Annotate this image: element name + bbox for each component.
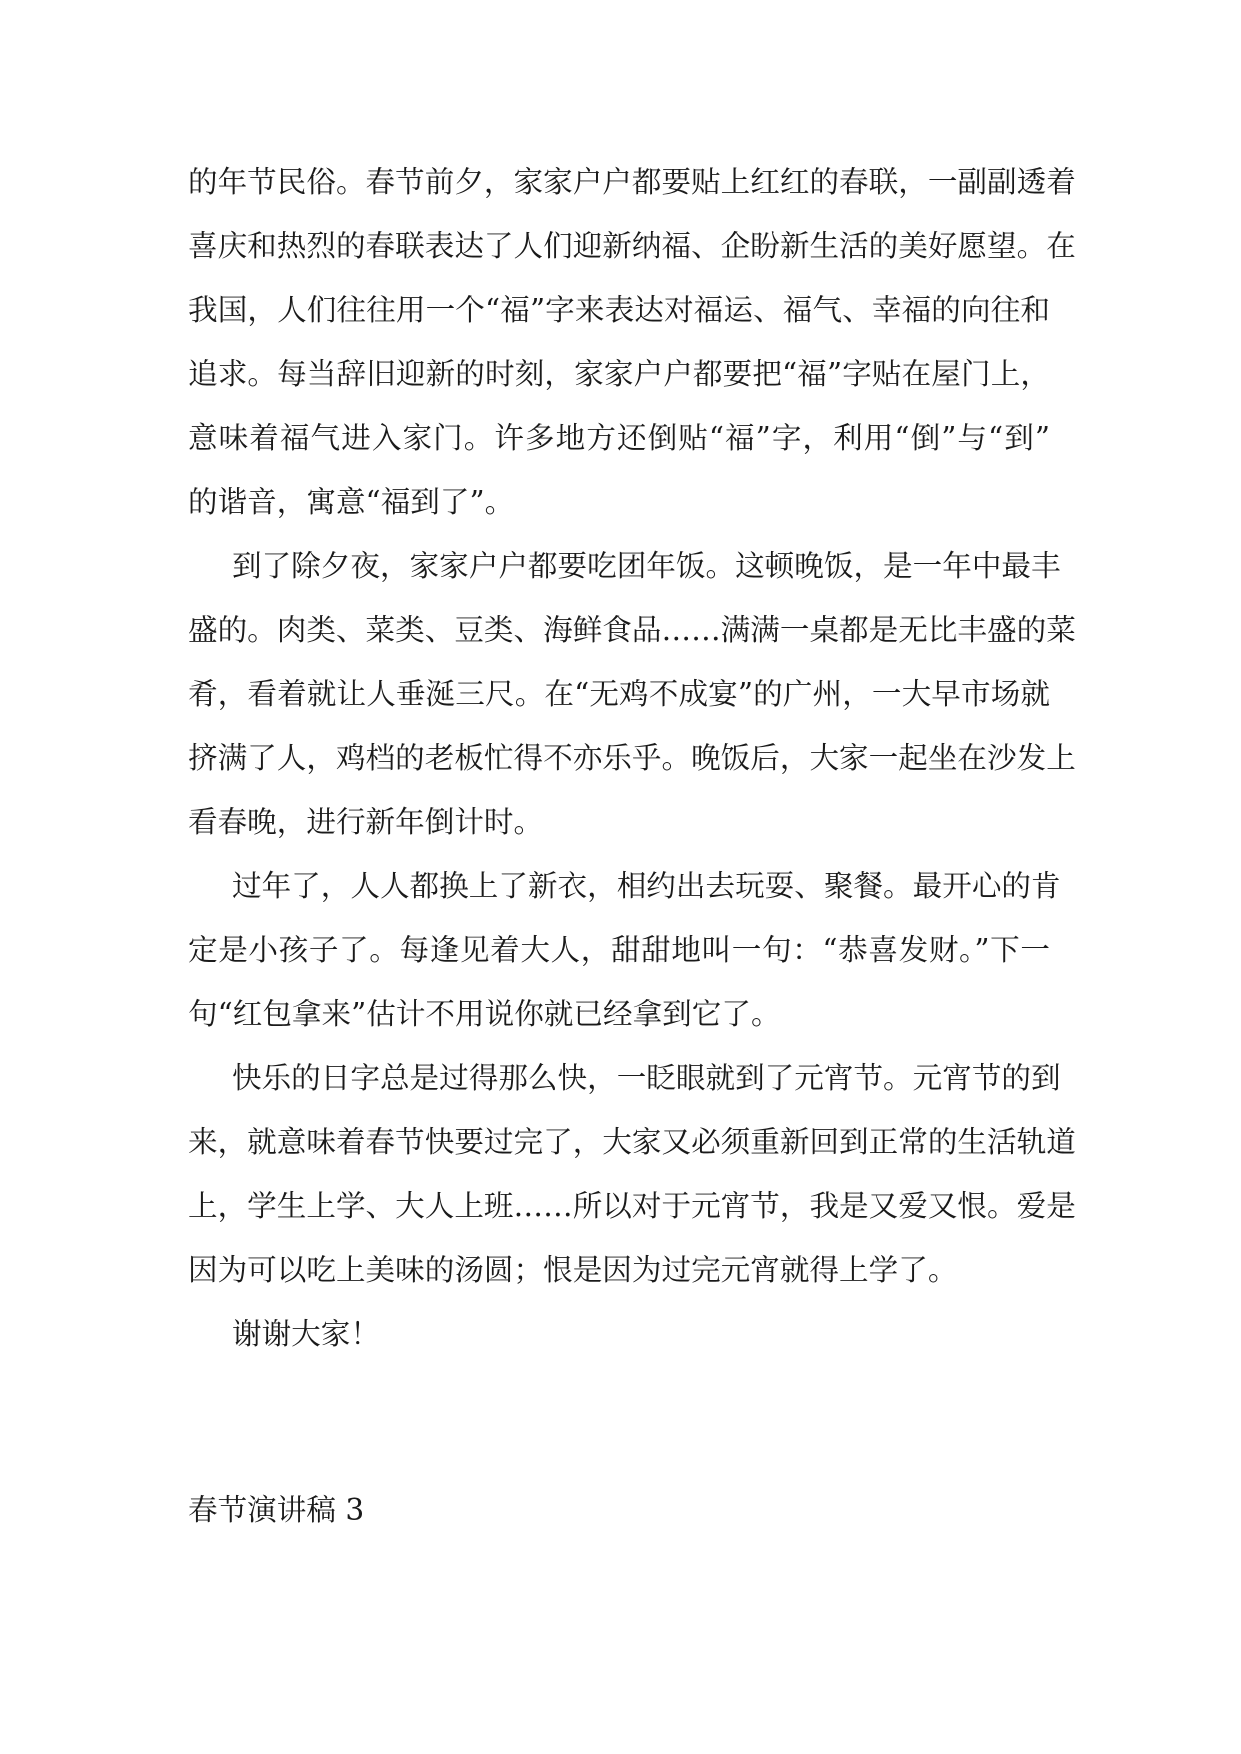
paragraph-3-line-3: 句“红包拿来”估计不用说你就已经拿到它了。 [188, 997, 781, 1031]
paragraph-4-line-1: 快乐的日字总是过得那么快，一眨眼就到了元宵节。元宵节的到 [232, 1061, 1061, 1095]
paragraph-2-line-5: 看春晚，进行新年倒计时。 [188, 805, 544, 839]
paragraph-4-line-3: 上，学生上学、大人上班……所以对于元宵节，我是又爱又恨。爱是 [188, 1189, 1076, 1223]
paragraph-1-line-3: 我国，人们往往用一个“福”字来表达对福运、福气、幸福的向往和 [188, 293, 1050, 327]
paragraph-1-line-1: 的年节民俗。春节前夕，家家户户都要贴上红红的春联，一副副透着 [188, 165, 1076, 199]
paragraph-2-line-1: 到了除夕夜，家家户户都要吃团年饭。这顿晚饭，是一年中最丰 [232, 549, 1061, 583]
paragraph-2-line-2: 盛的。肉类、菜类、豆类、海鲜食品……满满一桌都是无比丰盛的菜 [188, 613, 1076, 647]
paragraph-3-line-2: 定是小孩子了。每逢见着大人，甜甜地叫一句：“恭喜发财。”下一 [188, 933, 1050, 967]
paragraph-2-line-4: 挤满了人，鸡档的老板忙得不亦乐乎。晚饭后，大家一起坐在沙发上 [188, 741, 1076, 775]
paragraph-1-line-6: 的谐音，寓意“福到了”。 [188, 485, 515, 519]
closing-line: 谢谢大家！ [232, 1317, 380, 1351]
paragraph-2-line-3: 肴，看着就让人垂涎三尺。在“无鸡不成宴”的广州，一大早市场就 [188, 677, 1050, 711]
paragraph-4-line-2: 来，就意味着春节快要过完了，大家又必须重新回到正常的生活轨道 [188, 1125, 1076, 1159]
paragraph-1-line-4: 追求。每当辞旧迎新的时刻，家家户户都要把“福”字贴在屋门上， [188, 357, 1050, 391]
section-title: 春节演讲稿 3 [188, 1493, 365, 1527]
paragraph-4-line-4: 因为可以吃上美味的汤圆；恨是因为过完元宵就得上学了。 [188, 1253, 958, 1287]
paragraph-1-line-5: 意味着福气进入家门。许多地方还倒贴“福”字，利用“倒”与“到” [188, 421, 1050, 455]
paragraph-1-line-2: 喜庆和热烈的春联表达了人们迎新纳福、企盼新生活的美好愿望。在 [188, 229, 1076, 263]
paragraph-3-line-1: 过年了，人人都换上了新衣，相约出去玩耍、聚餐。最开心的肯 [232, 869, 1061, 903]
